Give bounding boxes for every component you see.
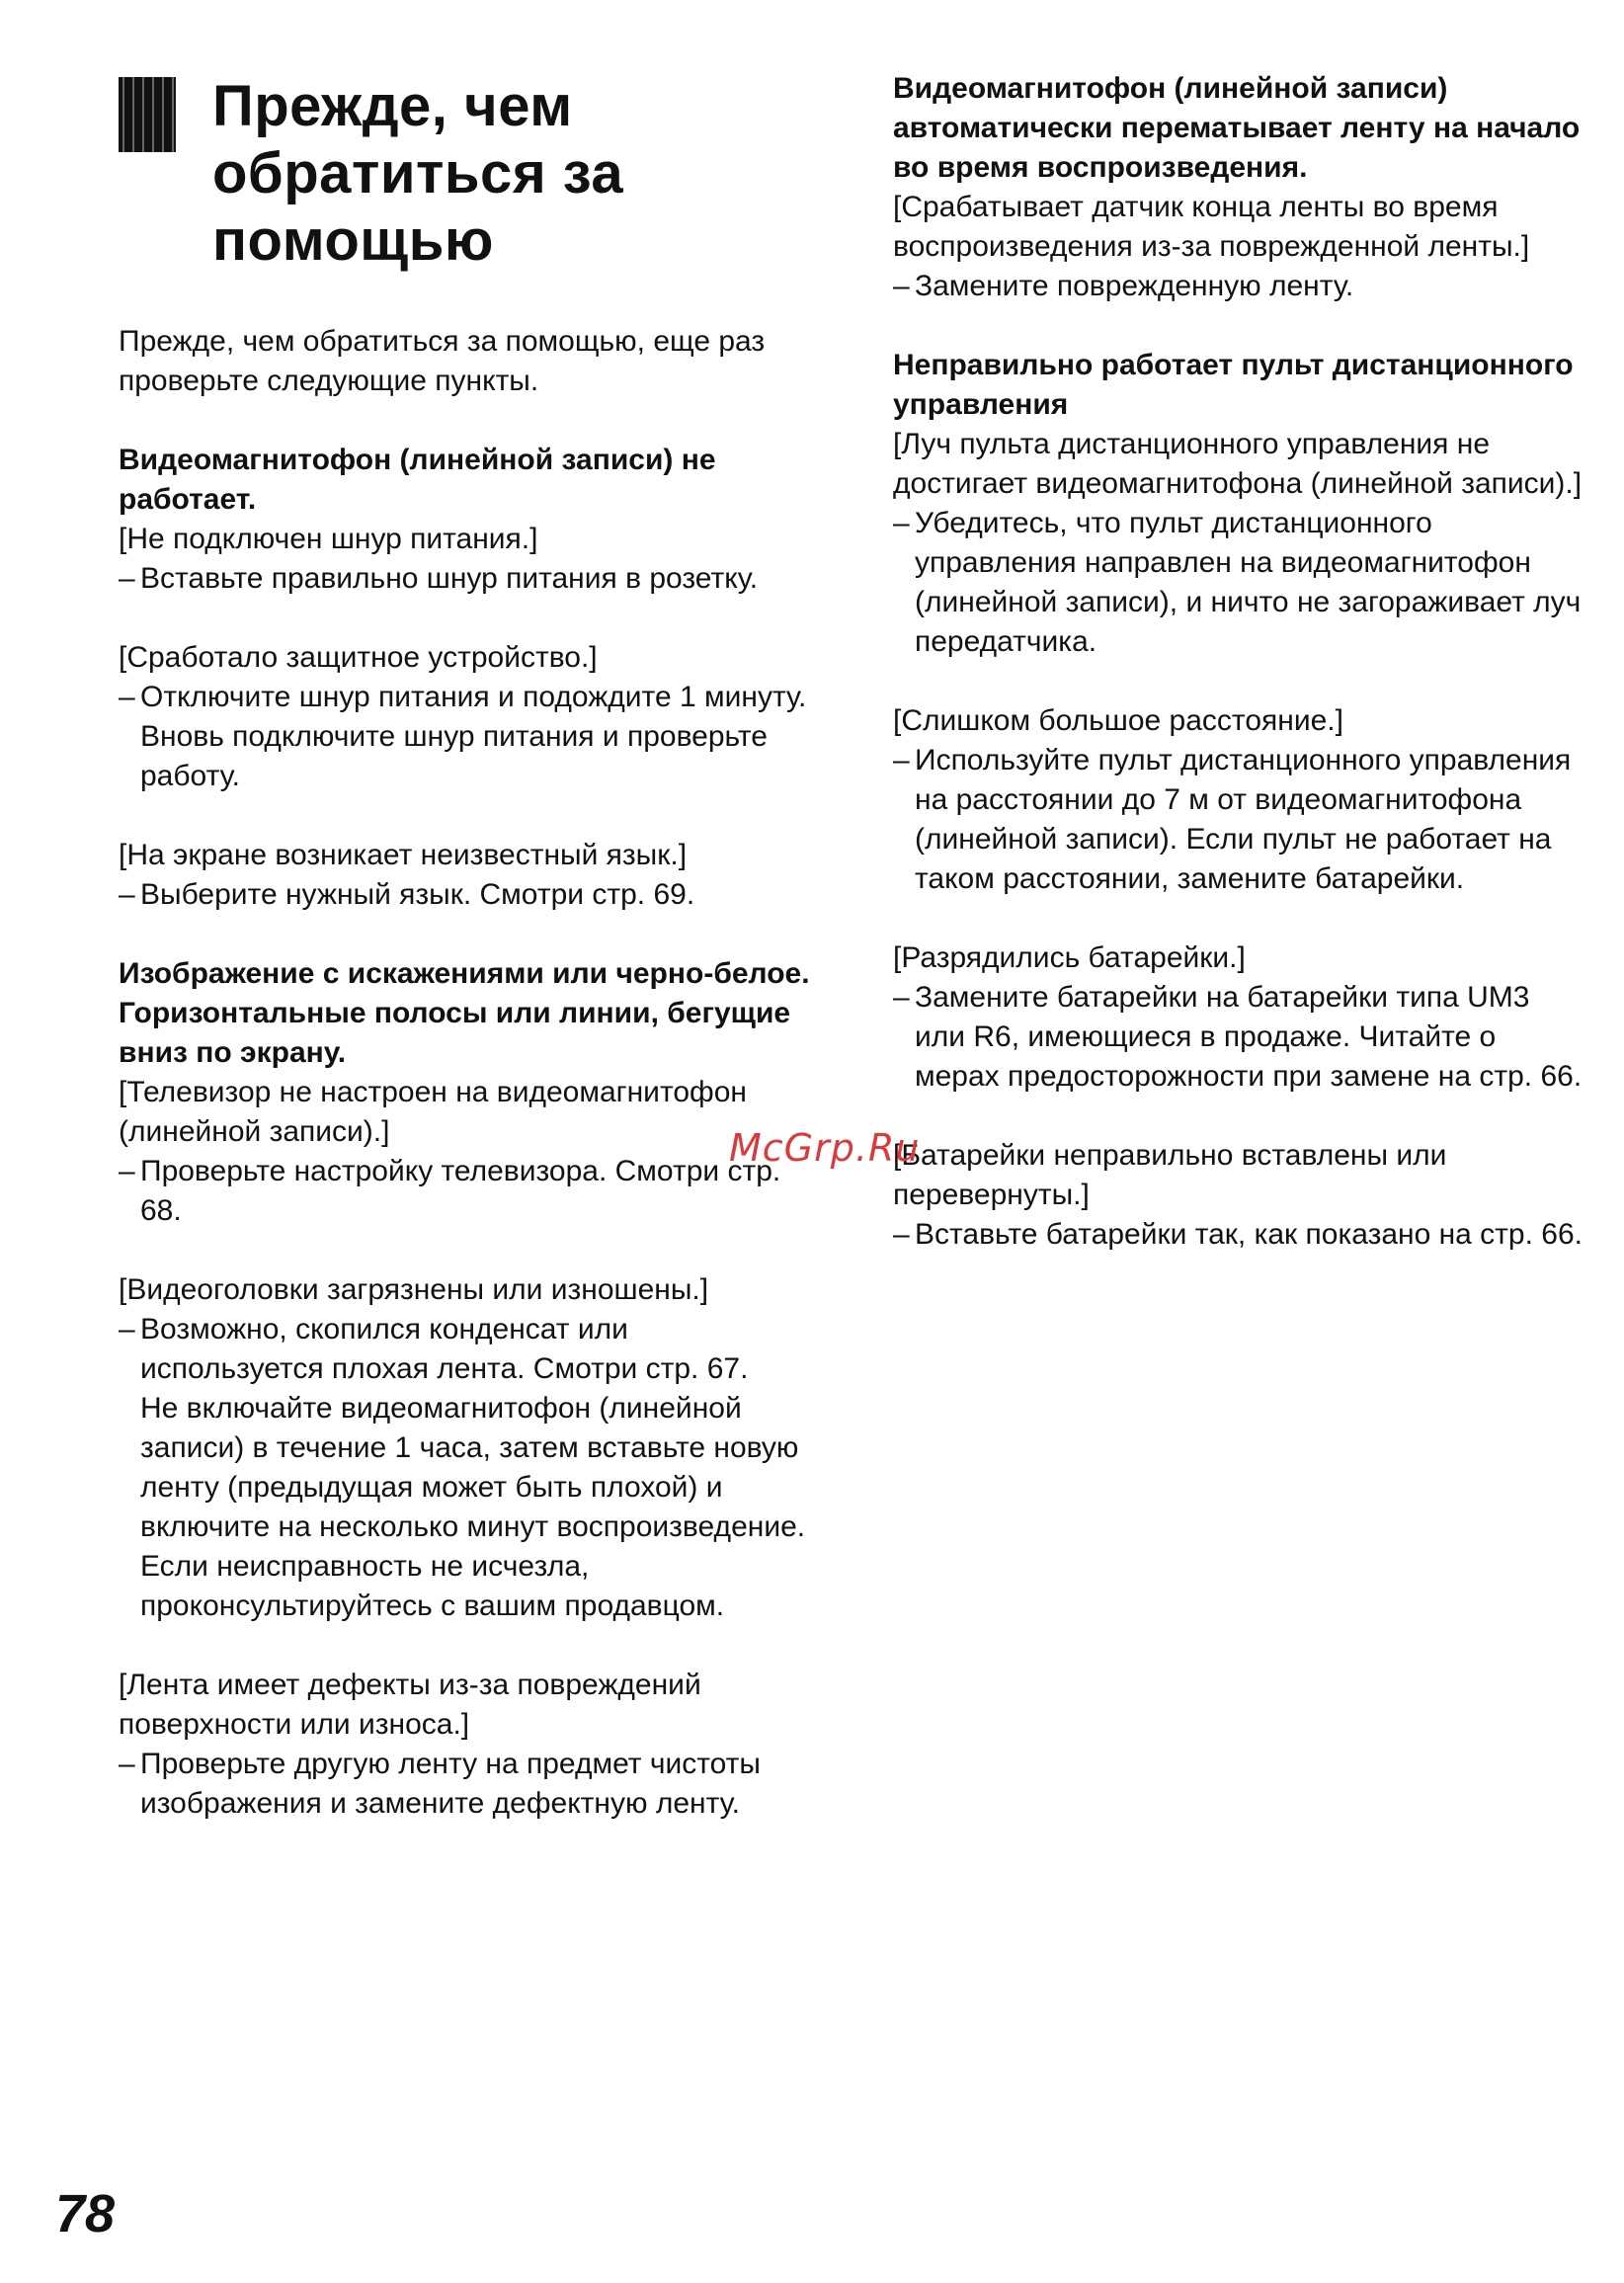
remedy-text — [119, 1745, 810, 1824]
cause-text: [Луч пульта дистанционного управления не достигает видеомагнитофона (линейной записи).] — [893, 428, 1583, 500]
remedy-body: Не включайте видеомагнитофон (линейной записи) в течение 1 часа, затем вставьте новую ленту (предыдущая может быть плохой) и включите на несколько минут воспроизведение. Если неисправность не исчезла, проконсультируйтесь с вашим продавцом. — [140, 1392, 806, 1622]
title-block — [119, 73, 810, 275]
remedy-text — [119, 875, 810, 915]
dash: – — [893, 507, 910, 539]
cause-text: [Телевизор не настроен на видеомагнитофон (линейной записи).] — [119, 1076, 747, 1148]
remedy-text — [893, 504, 1584, 662]
remedy-body: Проверьте настройку телевизора. Смотри стр. 68. — [140, 1155, 781, 1227]
remedy-text — [119, 559, 810, 599]
remedy-body: Вставьте правильно шнур питания в розетку. — [140, 562, 759, 595]
dash: – — [893, 1218, 910, 1251]
cause-text: [Срабатывает датчик конца ленты во время воспроизведения из-за поврежденной ленты.] — [893, 191, 1530, 263]
dash: – — [119, 1313, 135, 1345]
remedy-text — [119, 1310, 810, 1626]
section-heading: Видеомагнитофон (линейной записи) не работает. — [119, 444, 716, 516]
remedy-body: Проверьте другую ленту на предмет чистоты изображения и замените дефектную ленту. — [140, 1748, 761, 1820]
page-number: 78 — [55, 2184, 116, 2243]
section-vcr-not-working — [119, 441, 810, 915]
left-column — [119, 0, 810, 1863]
title-line: помощью — [212, 208, 494, 273]
cause-text: [Лента имеет дефекты из-за повреждений поверхности или износа.] — [119, 1669, 701, 1741]
dash: – — [119, 1155, 135, 1187]
remedy-body: Убедитесь, что пульт дистанционного управления направлен на видеомагнитофон (линейной записи), и ничто не загораживает луч передатчика. — [915, 507, 1582, 658]
dash: – — [119, 681, 135, 713]
remedy-body: Замените поврежденную ленту. — [915, 270, 1354, 302]
cause-text: [Не подключен шнур питания.] — [119, 523, 538, 555]
remedy-text — [893, 978, 1584, 1097]
remedy-body: Вставьте батарейки так, как показано на стр. 66. — [915, 1218, 1583, 1251]
remedy-body: Используйте пульт дистанционного управления на расстоянии до 7 м от видеомагнитофона (линейной записи). Если пульт не работает на таком расстоянии, замените батарейки. — [915, 744, 1572, 895]
cause-text: [Слишком большое расстояние.] — [893, 704, 1343, 737]
remedy-text — [893, 1215, 1584, 1255]
remedy-text — [119, 1152, 810, 1231]
right-column — [893, 69, 1584, 1294]
dash: – — [119, 1748, 135, 1780]
section-marker-icon — [119, 77, 176, 152]
section-heading — [119, 954, 810, 1073]
remedy-text — [893, 741, 1584, 899]
dash: – — [893, 270, 910, 302]
cause-text: [Батарейки неправильно вставлены или перевернуты.] — [893, 1139, 1447, 1211]
dash: – — [893, 981, 910, 1014]
dash: – — [893, 744, 910, 776]
dash: – — [119, 562, 135, 595]
watermark: McGrp.Ru — [729, 1126, 921, 1170]
remedy-text — [119, 678, 810, 796]
heading-line: Изображение с искажениями или черно-белое. — [119, 957, 810, 990]
cause-text: [Видеоголовки загрязнены или изношены.] — [119, 1273, 709, 1306]
remedy-text — [893, 267, 1584, 306]
section-remote-control — [893, 346, 1584, 1255]
cause-text: [Сработало защитное устройство.] — [119, 641, 598, 674]
remedy-body: Отключите шнур питания и подождите 1 минуту. Вновь подключите шнур питания и проверьте работу. — [140, 681, 807, 792]
remedy-body: Возможно, скопился конденсат или используется плохая лента. Смотри стр. 67. — [140, 1313, 749, 1385]
heading-line: Горизонтальные полосы или линии, бегущие вниз по экрану. — [119, 997, 791, 1069]
remedy-body: Выберите нужный язык. Смотри стр. 69. — [140, 878, 695, 911]
section-heading: Видеомагнитофон (линейной записи) автоматически перематывает ленту на начало во время воспроизведения. — [893, 72, 1581, 184]
section-auto-rewind — [893, 69, 1584, 306]
cause-text: [На экране возникает неизвестный язык.] — [119, 839, 688, 871]
intro-text: Прежде, чем обратиться за помощью, еще раз проверьте следующие пункты. — [119, 325, 766, 397]
section-heading: Неправильно работает пульт дистанционного управления — [893, 349, 1574, 421]
section-picture-distorted — [119, 954, 810, 1824]
dash: – — [119, 878, 135, 911]
title-line: Прежде, чем — [212, 74, 573, 138]
page-title — [212, 73, 810, 275]
cause-text: [Разрядились батарейки.] — [893, 941, 1246, 974]
title-line: обратиться за — [212, 141, 624, 205]
remedy-body: Замените батарейки на батарейки типа UM3 или R6, имеющиеся в продаже. Читайте о мерах предосторожности при замене на стр. 66. — [915, 981, 1583, 1093]
